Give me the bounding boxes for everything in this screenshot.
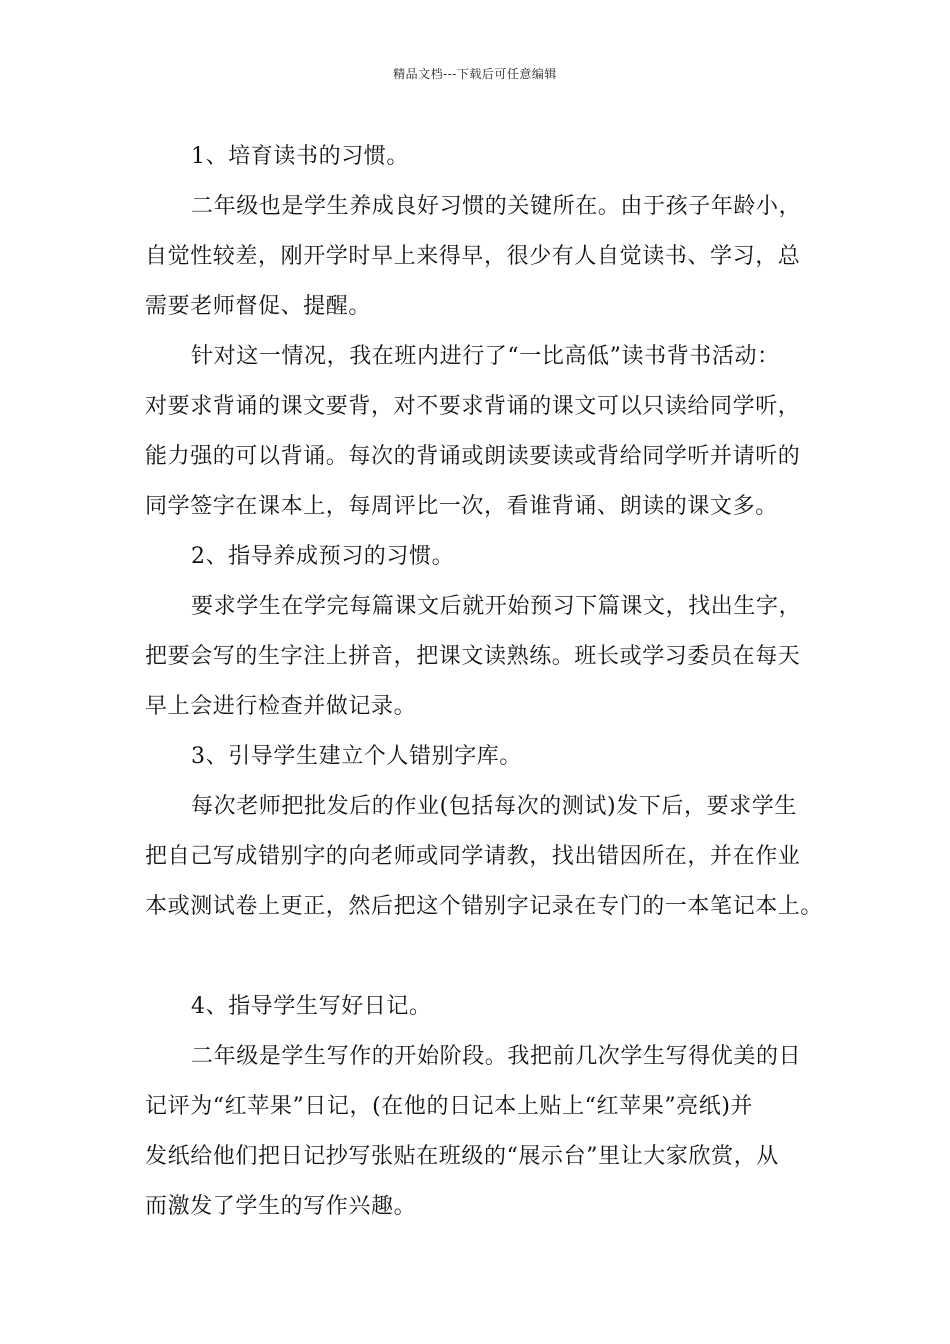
paragraph-line: 记评为“红苹果”日记，(在他的日记本上贴上“红苹果”亮纸)并 (145, 1094, 754, 1119)
page-header: 精品文档---下载后可任意编辑 (393, 67, 557, 81)
section-heading: 4、指导学生写好日记。 (191, 994, 432, 1019)
paragraph-line: 而激发了学生的写作兴趣。 (145, 1194, 417, 1219)
paragraph-line: 每次老师把批发后的作业(包括每次的测试)发下后，要求学生 (191, 794, 797, 819)
paragraph-line: 需要老师督促、提醒。 (145, 294, 372, 319)
paragraph-line: 把要会写的生字注上拼音，把课文读熟练。班长或学习委员在每天 (145, 644, 801, 669)
section-heading: 2、指导养成预习的习惯。 (191, 544, 455, 569)
section-heading: 1、培育读书的习惯。 (191, 144, 409, 169)
paragraph-line: 针对这一情况，我在班内进行了“一比高低”读书背书活动： (191, 344, 780, 369)
paragraph-line: 把自己写成错别字的向老师或同学请教，找出错因所在，并在作业 (145, 844, 801, 869)
paragraph-line: 能力强的可以背诵。每次的背诵或朗读要读或背给同学听并请听的 (145, 444, 801, 469)
paragraph-line: 自觉性较差，刚开学时早上来得早，很少有人自觉读书、学习，总 (145, 244, 801, 269)
paragraph-line: 发纸给他们把日记抄写张贴在班级的“展示台”里让大家欣赏，从 (145, 1144, 779, 1169)
paragraph-line: 同学签字在课本上，每周评比一次，看谁背诵、朗读的课文多。 (145, 494, 778, 519)
document-body (145, 132, 825, 1232)
section-heading: 3、引导学生建立个人错别字库。 (191, 744, 522, 769)
paragraph-line: 二年级是学生写作的开始阶段。我把前几次学生写得优美的日 (191, 1044, 802, 1069)
paragraph-line: 早上会进行检查并做记录。 (145, 694, 417, 719)
paragraph-line: 要求学生在学完每篇课文后就开始预习下篇课文，找出生字， (191, 594, 802, 619)
paragraph-line: 本或测试卷上更正，然后把这个错别字记录在专门的一本笔记本上。 (145, 894, 824, 919)
blank-line (145, 932, 825, 982)
paragraph-line: 二年级也是学生养成良好习惯的关键所在。由于孩子年龄小， (191, 194, 802, 219)
paragraph-line: 对要求背诵的课文要背，对不要求背诵的课文可以只读给同学听， (145, 394, 801, 419)
